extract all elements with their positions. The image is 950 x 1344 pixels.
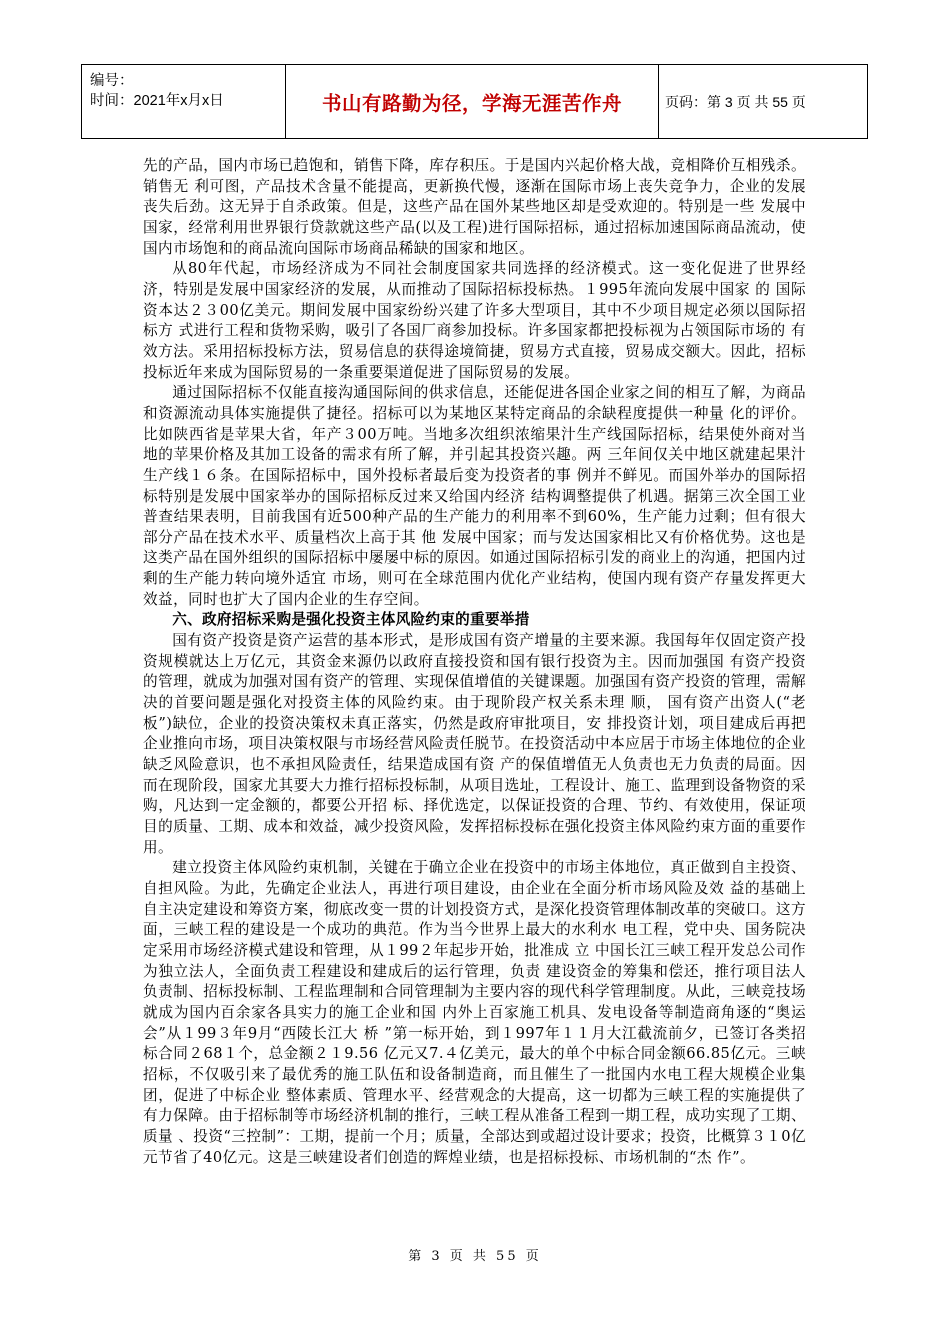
paragraph-continued: 先的产品，国内市场已趋饱和，销售下降，库存积压。于是国内兴起价格大战，竞相降价互相残杀。销售无 利可图，产品技术含量不能提高，更新换代慢，逐渐在国际市场上丧失竞争力，企业的发展丧失后劲。这无异于自杀政策。但是，这些产品在国外某些地区却是受欢迎的。特别是一些 发展中国家，经常利用世界银行贷款就这些产品(以及工程)进行国际招标，通过招标加速国际商品流动，使国内市场饱和的商品流向国际市场商品稀缺的国家和地区。 [143,157,806,257]
paragraph: 从80年代起，市场经济成为不同社会制度国家共同选择的经济模式。这一变化促进了世界经济，特别是发展中国家经济的发展，从而推动了国际招标投标热。１995年流向发展中国家 的 国际资本达２３00亿美元。期间发展中国家纷纷兴建了许多大型项目，其中不少项目规定必须以国际招标方 式进行工程和货物采购，吸引了各国厂商参加投标。许多国家都把投标视为占领国际市场的 有效方法。采用招标投标方法，贸易信息的获得途境简捷，贸易方式直接，贸易成交额大。因此，招标投标近年来成为国际贸易的一条重要渠道促进了国际贸易的发展。 [143,260,806,381]
document-body [143,156,806,1168]
paragraph: 通过国际招标不仅能直接沟通国际间的供求信息，还能促进各国企业家之间的相互了解，为商品和资源流动具体实施提供了捷径。招标可以为某地区某特定商品的余缺程度提供一种量 化的评价。比如陕西省是苹果大省，年产３00万吨。当地多次组织浓缩果汁生产线国际招标，结果使外商对当地的苹果价格及其加工设备的需求有所了解，并引起其投资兴趣。两 三年间仅关中地区就建起果汁生产线１６条。在国际招标中，国外投标者最后变为投资者的事 例并不鲜见。而国外举办的国际招标特别是发展中国家举办的国际招标反过来又给国内经济 结构调整提供了机遇。据第三次全国工业普查结果表明，目前我国有近500种产品的生产能力的利用率不到60%，生产能力过剩；但有很大部分产品在技术水平、质量档次上高于其 他 发展中国家；而与发达国家相比又有价格优势。这也是这类产品在国外组织的国际招标中屡屡中标的原因。如通过国际招标引发的商业上的沟通，把国内过剩的生产能力转向境外适宜 市场，则可在全球范围内优化产业结构，使国内现有资产存量发挥更大效益，同时也扩大了国内企业的生存空间。 [143,384,806,608]
page-header [81,64,868,139]
section-heading: 六、政府招标采购是强化投资主体风险约束的重要举措 [172,611,530,629]
header-motto: 书山有路勤为径，学海无涯苦作舟 [286,65,659,139]
page-footer: 第 3 页 共 55 页 [408,1249,542,1264]
header-date: 时间：2021年x月x日 [90,93,224,109]
header-code-label: 编号： [90,73,134,89]
header-page-info: 页码：第 3 页 共 55 页 [659,65,868,139]
paragraph: 建立投资主体风险约束机制，关键在于确立企业在投资中的市场主体地位，真正做到自主投资、自担风险。为此，先确定企业法人，再进行项目建设，由企业在全面分析市场风险及效 益的基础上自主决定建设和筹资方案，彻底改变一贯的计划投资方式，是深化投资管理体制改革的突破口。这方面，三峡工程的建设是一个成功的典范。作为当今世界上最大的水利水 电工程，党中央、国务院决定采用市场经济模式建设和管理，从１99２年起步开始，批准成 立 中国长江三峡工程开发总公司作为独立法人，全面负责工程建设和建成后的运行管理，负责 建设资金的筹集和偿还，推行项目法人负责制、招标投标制、工程监理制和合同管理制为主要内容的现代科学管理制度。从此，三峡竞技场就成为国内百余家各具实力的施工企业和国 内外上百家施工机具、发电设备等制造商角逐的“奥运会”从１99３年9月“西陵长江大 桥 ”第一标开始，到１997年１１月大江截流前夕，已签订各类招标合同２68１个，总金额２１9.56 亿元又7.４亿美元，最大的单个中标合同金额66.85亿元。三峡招标，不仅吸引来了最优秀的施工队伍和设备制造商，而且催生了一批国内水电工程大规模企业集团，促进了中标企业 整体素质、管理水平、经营观念的大提高，这一切都为三峡工程的实施提供了有力保障。由于招标制等市场经济机制的推行，三峡工程从准备工程到一期工程，成功实现了工期、质量 、投资“三控制”：工期，提前一个月；质量，全部达到或超过设计要求；投资，比概算３１0亿元节省了40亿元。这是三峡建设者们创造的辉煌业绩，也是招标投标、市场机制的“杰 作”。 [143,859,806,1166]
paragraph: 国有资产投资是资产运营的基本形式，是形成国有资产增量的主要来源。我国每年仅固定资产投资规模就达上万亿元，其资金来源仍以政府直接投资和国有银行投资为主。因而加强国 有资产投资的管理，就成为加强对国有资产的管理、实现保值增值的关键课题。加强国有资产投资的管理，需解决的首要问题是强化对投资主体的风险约束。由于现阶段产权关系未理 顺， 国有资产出资人(“老板”)缺位，企业的投资决策权未真正落实，仍然是政府审批项目，安 排投资计划，项目建成后再把企业推向市场，项目决策权限与市场经营风险责任脱节。在投资活动中本应居于市场主体地位的企业缺乏风险意识，也不承担风险责任，结果造成国有资 产的保值增值无人负责也无力负责的局面。因而在现阶段，国家尤其要大力推行招标投标制，从项目选址，工程设计、施工、监理到设备物资的采购，凡达到一定金额的，都要公开招 标、择优选定，以保证投资的合理、节约、有效使用，保证项目的质量、工期、成本和效益，减少投资风险，发挥招标投标在强化投资主体风险约束方面的重要作用。 [143,632,806,856]
header-meta-cell [82,65,286,139]
